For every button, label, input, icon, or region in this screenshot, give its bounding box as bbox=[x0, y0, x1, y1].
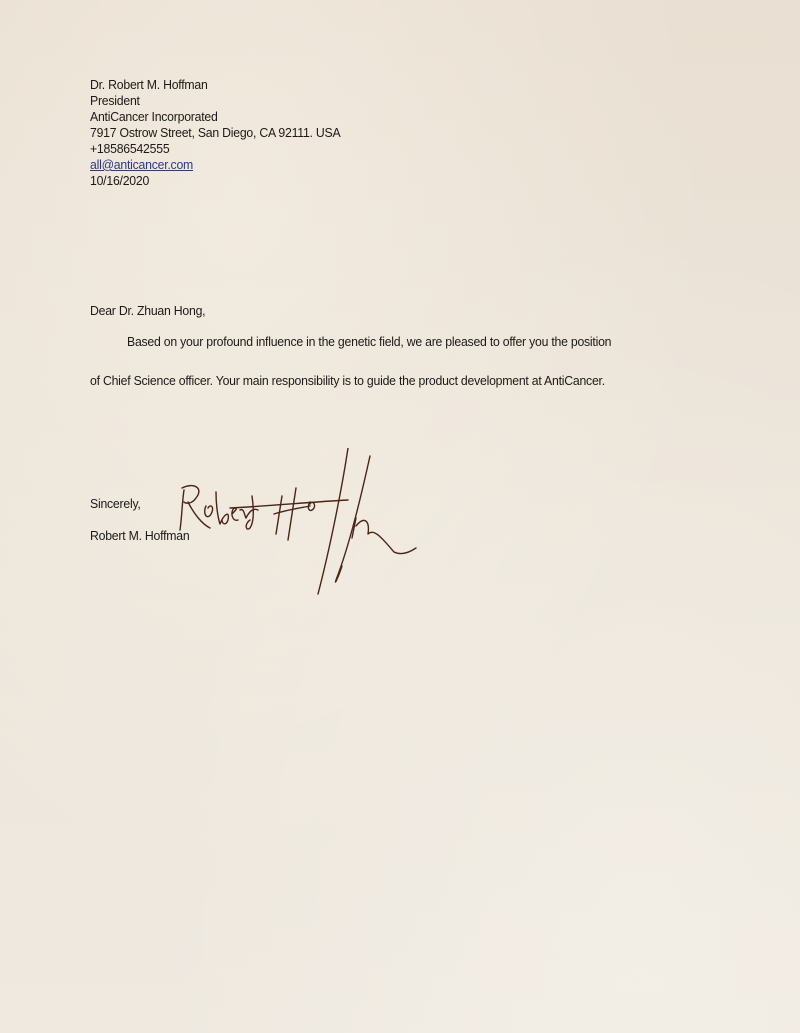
sender-name: Dr. Robert M. Hoffman bbox=[90, 77, 208, 92]
signature-stroke-crossbar bbox=[230, 500, 348, 508]
signature-stroke-tail bbox=[352, 518, 416, 554]
sender-header bbox=[90, 77, 340, 189]
closing: Sincerely, bbox=[90, 496, 141, 511]
sender-company: AntiCancer Incorporated bbox=[90, 109, 218, 124]
handwritten-signature bbox=[170, 448, 430, 603]
salutation: Dear Dr. Zhuan Hong, bbox=[90, 303, 206, 318]
sender-email-link[interactable]: all@anticancer.com bbox=[90, 157, 194, 172]
sender-title: President bbox=[90, 93, 140, 108]
letter-date: 10/16/2020 bbox=[90, 173, 150, 188]
sender-address: 7917 Ostrow Street, San Diego, CA 92111. USA bbox=[90, 125, 341, 140]
sender-phone: +18586542555 bbox=[90, 141, 170, 156]
signer-name: Robert M. Hoffman bbox=[90, 528, 190, 543]
signature-stroke-h bbox=[274, 488, 310, 540]
body-paragraph-line-2: of Chief Science officer. Your main responsibility is to guide the product development at AntiCancer. bbox=[90, 373, 605, 388]
signature-stroke-obert bbox=[205, 492, 258, 529]
body-paragraph-line-1: Based on your profound influence in the genetic field, we are pleased to offer you the position bbox=[127, 334, 612, 349]
